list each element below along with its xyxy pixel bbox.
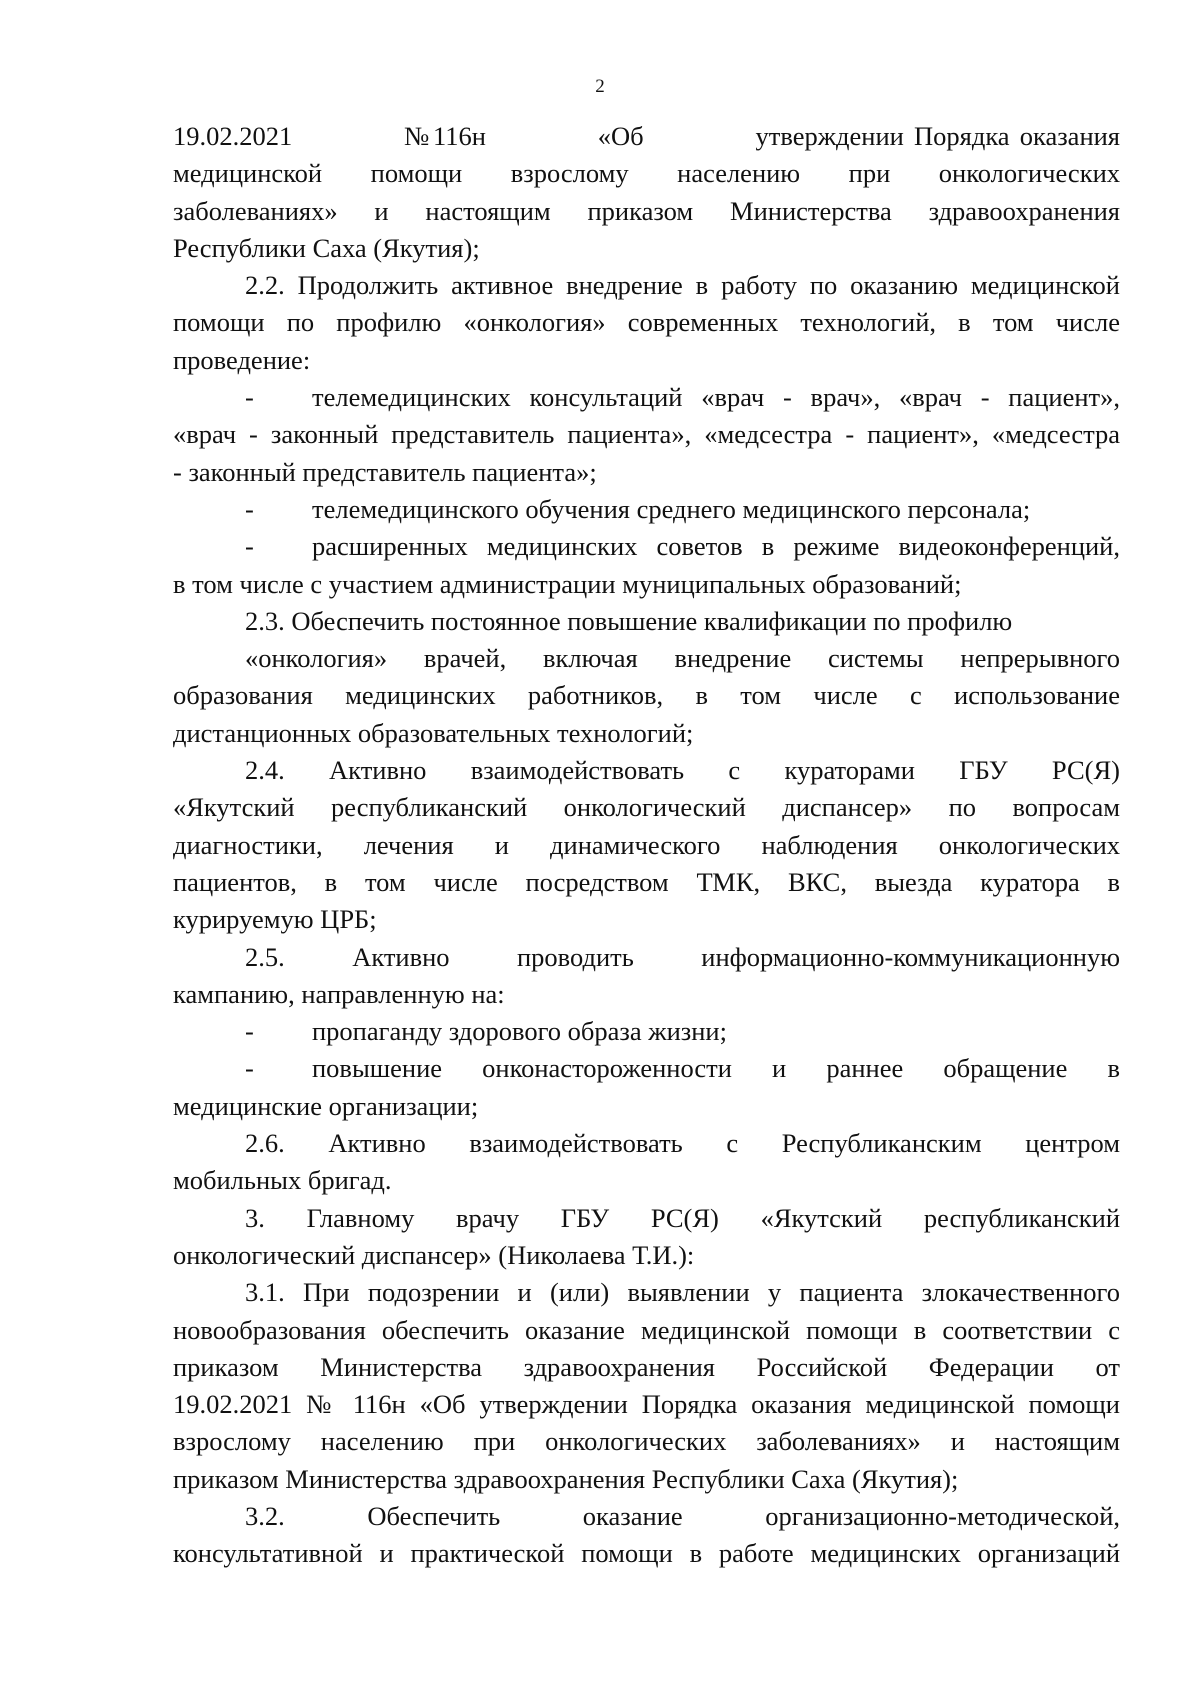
text-line: 2.6. Активно взаимодействовать с Республиканским центром bbox=[245, 1128, 1120, 1159]
list-item-text: телемедицинских консультаций «врач - врач», «врач - пациент», bbox=[312, 382, 1120, 413]
text-line: 3. Главному врачу ГБУ РС(Я) «Якутский республиканский bbox=[245, 1202, 1120, 1233]
text-line: «онкология» врачей, включая внедрение системы непрерывного bbox=[245, 643, 1120, 674]
list-dash: - bbox=[245, 531, 254, 562]
text-line bbox=[173, 528, 1120, 565]
text-line bbox=[173, 379, 1120, 416]
text-line: 3.2. Обеспечить оказание организационно-методической, bbox=[245, 1500, 1120, 1531]
text-line: в том числе с участием администрации муниципальных образований; bbox=[173, 568, 962, 599]
text-line: приказом Министерства здравоохранения Республики Саха (Якутия); bbox=[173, 1463, 959, 1494]
page-number: 2 bbox=[595, 76, 605, 97]
text-line: пациентов, в том числе посредством ТМК, ВКС, выезда куратора в bbox=[173, 866, 1120, 897]
text-line bbox=[173, 491, 1120, 528]
text-line: приказом Министерства здравоохранения Российской Федерации от bbox=[173, 1351, 1120, 1382]
text-line: диагностики, лечения и динамического наблюдения онкологических bbox=[173, 829, 1120, 860]
list-item-text: повышение онконастороженности и раннее обращение в bbox=[312, 1053, 1120, 1084]
text-line: 19.02.2021 №116н «Об утверждении Порядка оказания bbox=[173, 121, 1120, 151]
text-line: 3.1. При подозрении и (или) выявлении у пациента злокачественного bbox=[245, 1277, 1120, 1308]
text-line: кампанию, направленную на: bbox=[173, 978, 505, 1009]
text-line: 2.2. Продолжить активное внедрение в работу по оказанию медицинской bbox=[245, 270, 1120, 301]
list-item-text: телемедицинского обучения среднего медицинского персонала; bbox=[312, 493, 1031, 524]
text-line: Республики Саха (Якутия); bbox=[173, 232, 480, 263]
text-line: 2.5. Активно проводить информационно-коммуникационную bbox=[245, 941, 1120, 972]
text-line: медицинской помощи взрослому населению при онкологических bbox=[173, 158, 1120, 189]
text-line: дистанционных образовательных технологий; bbox=[173, 717, 694, 748]
text-line: онкологический диспансер» (Николаева Т.И.): bbox=[173, 1239, 695, 1270]
text-line: 2.4. Активно взаимодействовать с кураторами ГБУ РС(Я) bbox=[245, 755, 1120, 786]
text-line: «врач - законный представитель пациента», «медсестра - пациент», «медсестра bbox=[173, 419, 1120, 450]
list-item-text: пропаганду здорового образа жизни; bbox=[312, 1016, 727, 1047]
list-dash: - bbox=[245, 1016, 254, 1047]
list-dash: - bbox=[245, 1053, 254, 1084]
text-line: «Якутский республиканский онкологический диспансер» по вопросам bbox=[173, 792, 1120, 823]
text-line: медицинские организации; bbox=[173, 1090, 479, 1121]
text-line: образования медицинских работников, в том числе с использование bbox=[173, 680, 1120, 711]
text-line: консультативной и практической помощи в работе медицинских организаций bbox=[173, 1538, 1120, 1569]
text-line: взрослому населению при онкологических заболеваниях» и настоящим bbox=[173, 1426, 1120, 1457]
list-item-text: расширенных медицинских советов в режиме видеоконференций, bbox=[312, 531, 1120, 562]
text-line: новообразования обеспечить оказание медицинской помощи в соответствии с bbox=[173, 1314, 1120, 1345]
text-line: проведение: bbox=[173, 344, 311, 375]
text-line: мобильных бригад. bbox=[173, 1165, 392, 1196]
text-line: - законный представитель пациента»; bbox=[173, 456, 597, 487]
text-line: 19.02.2021 № 116н «Об утверждении Порядка оказания медицинской помощи bbox=[173, 1389, 1120, 1420]
text-line: 2.3. Обеспечить постоянное повышение квалификации по профилю bbox=[245, 605, 1013, 636]
list-dash: - bbox=[245, 493, 254, 524]
text-line bbox=[173, 1050, 1120, 1087]
document-body bbox=[173, 118, 1120, 1573]
text-line: помощи по профилю «онкология» современных технологий, в том числе bbox=[173, 307, 1120, 338]
list-dash: - bbox=[245, 382, 254, 413]
text-line bbox=[173, 1013, 1120, 1050]
text-line: заболеваниях» и настоящим приказом Министерства здравоохранения bbox=[173, 195, 1120, 226]
text-line: курируемую ЦРБ; bbox=[173, 904, 377, 935]
